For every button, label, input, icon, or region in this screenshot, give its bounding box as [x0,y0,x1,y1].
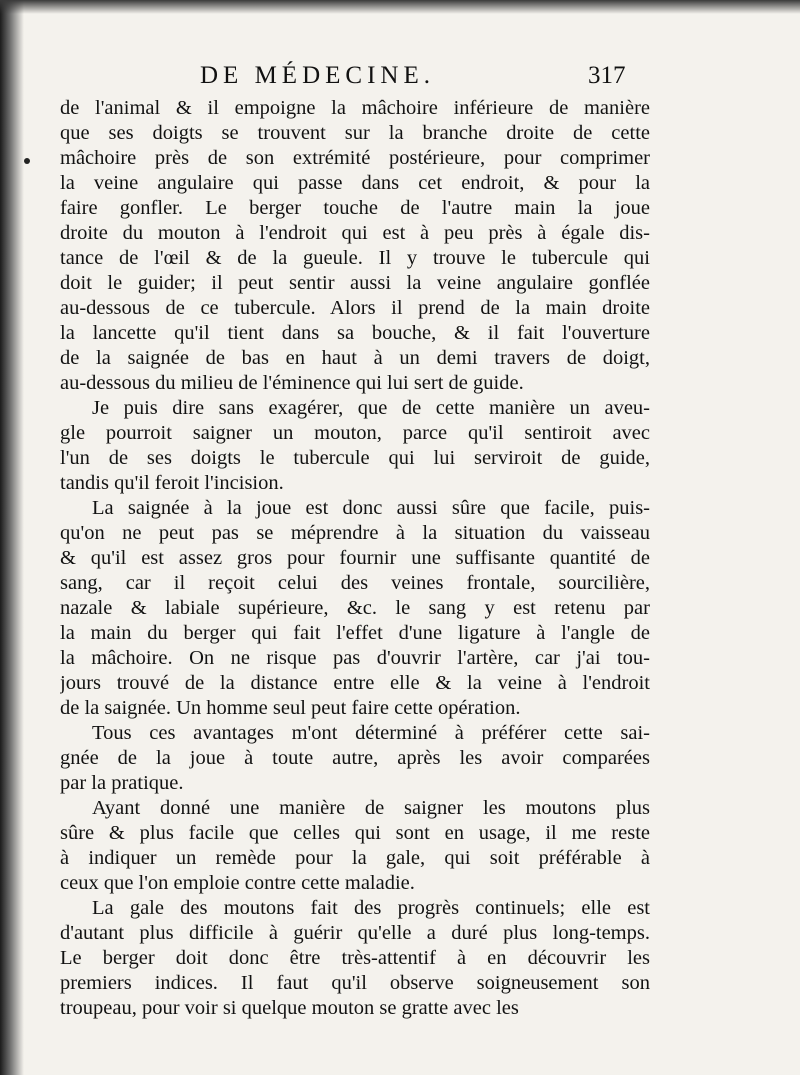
text-line: que ses doigts se trouvent sur la branche droite de cette [60,122,650,144]
paragraph [60,396,650,496]
text-line: la main du berger qui fait l'effet d'une ligature à l'angle de [60,622,650,644]
text-line: doit le guider; il peut sentir aussi la veine angulaire gonflée [60,272,650,294]
paragraph [60,896,650,1021]
text-line: gnée de la joue à toute autre, après les avoir comparées [60,747,650,769]
text-line: ceux que l'on emploie contre cette maladie. [60,872,415,894]
text-line: d'autant plus difficile à guérir qu'elle a duré plus long-temps. [60,922,650,944]
text-line: au-dessous de ce tubercule. Alors il prend de la main droite [60,297,650,319]
text-line: nazale & labiale supérieure, &c. le sang y est retenu par [60,597,650,619]
margin-ink-dot [24,158,30,164]
paragraph [60,96,650,396]
text-line: faire gonfler. Le berger touche de l'autre main la joue [60,197,650,219]
text-line: gle pourroit saigner un mouton, parce qu'il sentiroit avec [60,422,650,444]
text-line: troupeau, pour voir si quelque mouton se gratte avec les [60,997,519,1019]
text-line: l'un de ses doigts le tubercule qui lui serviroit de guide, [60,447,650,469]
text-line: Le berger doit donc être très-attentif à en découvrir les [60,947,650,969]
text-line: mâchoire près de son extrémité postérieure, pour comprimer [60,147,650,169]
text-line: sûre & plus facile que celles qui sont en usage, il me reste [60,822,650,844]
top-edge-shadow [0,0,800,14]
page-number: 317 [588,62,626,89]
text-line: la veine angulaire qui passe dans cet endroit, & pour la [60,172,650,194]
text-line: Tous ces avantages m'ont déterminé à préférer cette sai- [92,722,650,744]
text-line: La saignée à la joue est donc aussi sûre que facile, puis- [92,497,650,519]
binding-shadow [0,0,24,1075]
text-line: tandis qu'il feroit l'incision. [60,472,284,494]
text-line: à indiquer un remède pour la gale, qui soit préférable à [60,847,650,869]
text-line: par la pratique. [60,772,184,794]
text-line: sang, car il reçoit celui des veines frontale, sourcilière, [60,572,650,594]
text-line: de la saignée de bas en haut à un demi travers de doigt, [60,347,650,369]
paragraph [60,496,650,721]
text-line: jours trouvé de la distance entre elle & la veine à l'endroit [60,672,650,694]
text-line: droite du mouton à l'endroit qui est à peu près à égale dis- [60,222,650,244]
running-head: DE MÉDECINE. [200,62,435,89]
text-line: Je puis dire sans exagérer, que de cette manière un aveu- [92,397,650,419]
text-line: tance de l'œil & de la gueule. Il y trouve le tubercule qui [60,247,650,269]
body-text [60,96,650,1021]
paragraph [60,721,650,796]
text-line: Ayant donné une manière de saigner les moutons plus [92,797,650,819]
text-line: qu'on ne peut pas se méprendre à la situation du vaisseau [60,522,650,544]
text-line: au-dessous du milieu de l'éminence qui lui sert de guide. [60,372,524,394]
text-line: La gale des moutons fait des progrès continuels; elle est [92,897,650,919]
text-line: & qu'il est assez gros pour fournir une suffisante quantité de [60,547,650,569]
text-line: de l'animal & il empoigne la mâchoire inférieure de manière [60,97,650,119]
text-line: la lancette qu'il tient dans sa bouche, & il fait l'ouverture [60,322,650,344]
text-line: premiers indices. Il faut qu'il observe soigneusement son [60,972,650,994]
text-line: la mâchoire. On ne risque pas d'ouvrir l'artère, car j'ai tou- [60,647,650,669]
text-line: de la saignée. Un homme seul peut faire cette opération. [60,697,521,719]
paragraph [60,796,650,896]
